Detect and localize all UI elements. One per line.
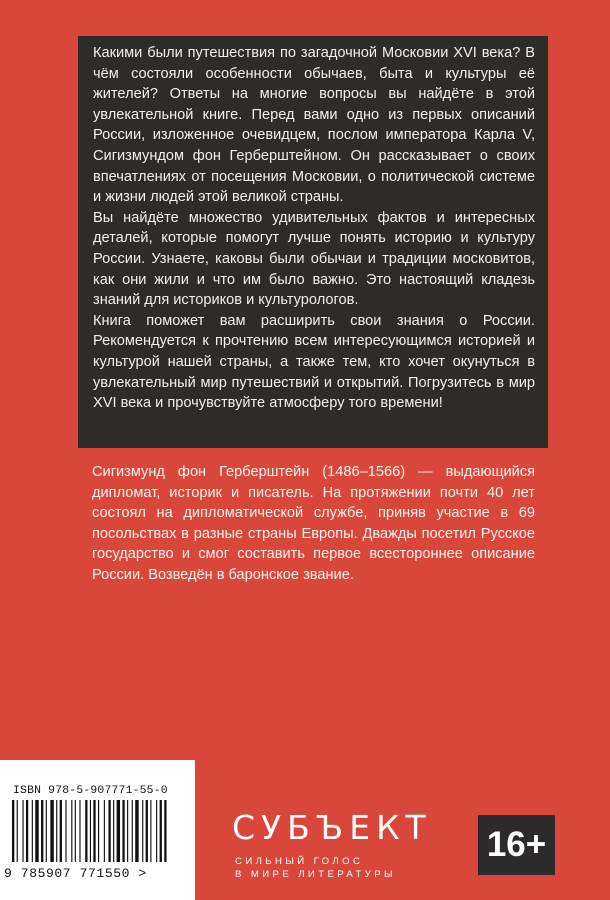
publisher-tagline-line-2: В МИРЕ ЛИТЕРАТУРЫ: [235, 869, 396, 880]
publisher-tagline-line-1: СИЛЬНЫЙ ГОЛОС: [235, 856, 364, 867]
barcode-number: 9 785907 771550 >: [4, 866, 147, 881]
age-rating-badge: 16+: [478, 815, 555, 875]
annotation-text: [93, 43, 535, 414]
annotation-paragraph: Книга поможет вам расширить свои знания о России. Рекомендуется к прочтению всем интересующимся историей и культурой нашей страны, а также тем, кто хочет окунуться в увлекательный мир путешествий и открытий. Погрузитесь в мир XVI века и прочувствуйте атмосферу того времени!: [93, 312, 535, 412]
annotation-paragraph: Какими были путешествия по загадочной Московии XVI века? В чём состояли особенности обычаев, быта и культуры её жителей? Ответы на многие вопросы вы найдёте в этой увлекательной книге. Перед вами одно из первых описаний России, изложенное очевидцем, послом императора Карла V, Сигизмундом фон Герберштейном. Он рассказывает о своих впечатлениях от посещения Московии, о политической системе и жизни людей этой великой страны.: [93, 45, 535, 206]
annotation-paragraph: Вы найдёте множество удивительных фактов и интересных деталей, которые помогут лучше понять историю и культуру России. Узнаете, каковы были обычаи и традиции московитов, как они жили и что им было важно. Это настоящий кладезь знаний для историков и культурологов.: [93, 209, 535, 309]
barcode-image: [12, 800, 182, 866]
isbn-label: ISBN 978-5-907771-55-0: [13, 785, 168, 797]
author-bio: Сигизмунд фон Герберштейн (1486–1566) — выдающийся дипломат, историк и писатель. На протяжении почти 40 лет состоял на дипломатической службе, приняв участие в 69 посольствах в разные страны Европы. Дважды посетил Русское государство и смог составить первое всестороннее описание России. Возведён в баронское звание.: [92, 464, 535, 583]
publisher-logo: СУБЪЕКТ: [232, 808, 432, 847]
